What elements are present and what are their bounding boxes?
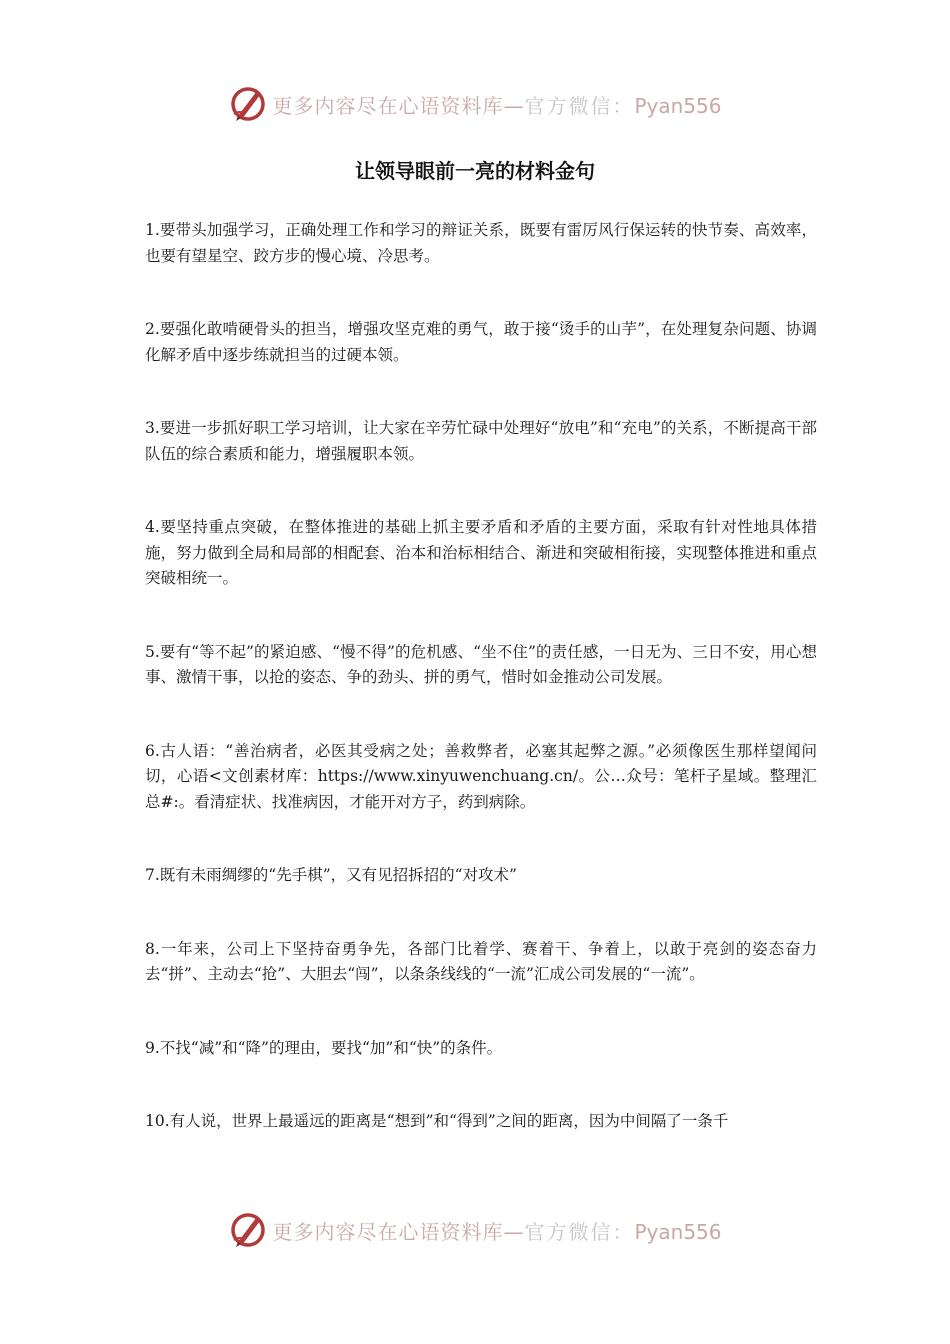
paragraph-9: 9.不找“减”和“降”的理由，要找“加”和“快”的条件。 — [145, 1038, 503, 1057]
paragraph-3: 3.要进一步抓好职工学习培训，让大家在辛劳忙碌中处理好“放电”和“充电”的关系，不断提高干部队伍的综合素质和能力，增强履职本领。 — [145, 419, 817, 463]
footer-watermark-banner — [0, 1208, 950, 1252]
banner-wechat-id: Pyan556 — [634, 1219, 722, 1244]
banner-text — [272, 1216, 721, 1245]
paragraph-5: 5.要有“等不起”的紧迫感、“慢不得”的危机感、“坐不住”的责任感，一日无为、三日不安，用心想事、激情干事，以抢的姿态、争的劲头、拼的勇气，惜时如金推动公司发展。 — [145, 642, 817, 686]
banner-text — [272, 90, 721, 119]
pen-logo-icon — [228, 1210, 268, 1250]
paragraph-4: 4.要坚持重点突破，在整体推进的基础上抓主要矛盾和矛盾的主要方面，采取有针对性地具体措施，努力做到全局和局部的相配套、治本和治标相结合、渐进和突破相衔接，实现整体推进和重点突破相统一。 — [145, 518, 817, 587]
banner-wechat-label: 官方微信： — [524, 93, 635, 118]
document-title: 让领导眼前一亮的材料金句 — [355, 159, 595, 183]
paragraph-7: 7.既有未雨绸缪的“先手棋”，又有见招拆招的“对攻术” — [145, 866, 517, 884]
paragraph-10: 10.有人说，世界上最遥远的距离是“想到”和“得到”之间的距离，因为中间隔了一条千 — [145, 1112, 729, 1130]
paragraph-8: 8.一年来，公司上下坚持奋勇争先，各部门比着学、赛着干、争着上，以敢于亮剑的姿态奋力去“拼”、主动去“抢”、大胆去“闯”，以条条线线的“一流”汇成公司发展的“一流”。 — [145, 939, 817, 983]
document-body — [145, 218, 817, 1135]
banner-slogan: 更多内容尽在心语资料库— — [272, 93, 525, 118]
banner-wechat-id: Pyan556 — [634, 93, 722, 118]
paragraph-1: 1.要带头加强学习，正确处理工作和学习的辩证关系，既要有雷厉风行保运转的快节奏、高效率，也要有望星空、跤方步的慢心境、冷思考。 — [145, 221, 817, 265]
pen-logo-icon — [228, 84, 268, 124]
header-watermark-banner — [0, 82, 950, 126]
paragraph-2: 2.要强化敢啃硬骨头的担当，增强攻坚克难的勇气，敢于接“烫手的山芋”，在处理复杂问题、协调化解矛盾中逐步练就担当的过硬本领。 — [145, 320, 817, 364]
paragraph-6: 6.古人语：“善治病者，必医其受病之处；善救弊者，必塞其起弊之源。”必须像医生那样望闻问切，心语<文创素材库：https://www.xinyuwenchuang.cn/。公…众号：笔杆子星域。整理汇总#:。看清症状、找准病因，才能开对方子，药到病除。 — [145, 741, 817, 811]
banner-wechat-label: 官方微信： — [524, 1219, 635, 1244]
banner-slogan: 更多内容尽在心语资料库— — [272, 1219, 525, 1244]
